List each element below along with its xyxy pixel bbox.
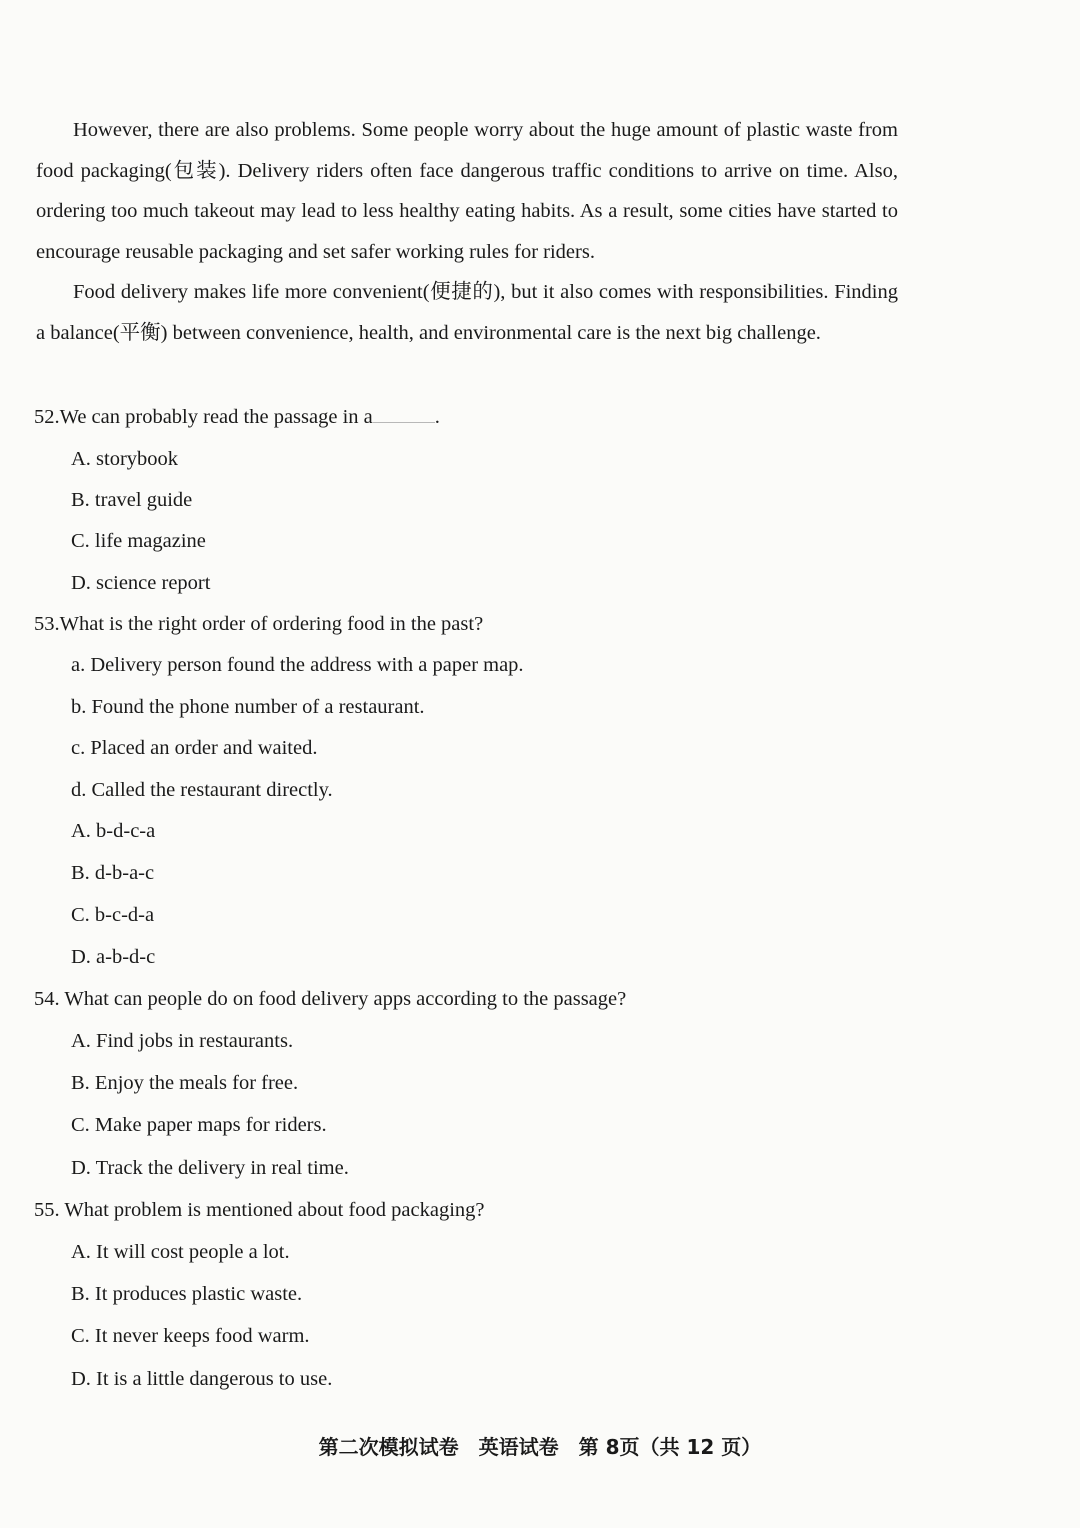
question-54-option-c: C. Make paper maps for riders.	[71, 1114, 327, 1136]
question-54-option-a: A. Find jobs in restaurants.	[71, 1030, 294, 1052]
passage-paragraph-1: However, there are also problems. Some people worry about the huge amount of plastic waste from food packaging(包装). Delivery riders often face dangerous traffic conditions to arrive on time. Also, ordering too much takeout may lead to less healthy eating habits. As a result, some cities have started to encourage reusable packaging and set safer working rules for riders.	[36, 119, 898, 263]
question-53-step-c: c. Placed an order and waited.	[71, 737, 318, 759]
question-55-option-d: D. It is a little dangerous to use.	[71, 1368, 333, 1390]
question-53-option-b: B. d-b-a-c	[71, 862, 155, 884]
question-52-option-d: D. science report	[71, 572, 211, 594]
question-55-stem: 55. What problem is mentioned about food packaging?	[34, 1199, 485, 1221]
question-55-option-b: B. It produces plastic waste.	[71, 1283, 303, 1305]
answer-blank	[373, 404, 435, 423]
question-53-option-c: C. b-c-d-a	[71, 904, 155, 926]
question-52-stem	[34, 404, 440, 430]
question-52-text-end: .	[434, 406, 440, 428]
question-53-option-d: D. a-b-d-c	[71, 946, 156, 968]
question-52-text: 52.We can probably read the passage in a	[34, 406, 373, 428]
question-53-stem: 53.What is the right order of ordering food in the past?	[34, 613, 484, 635]
footer-page-number: 第 8页（共 12 页）	[578, 1435, 762, 1459]
question-52-option-c: C. life magazine	[71, 530, 206, 552]
question-55-option-c: C. It never keeps food warm.	[71, 1325, 310, 1347]
question-52-option-a: A. storybook	[71, 448, 179, 470]
question-53-step-b: b. Found the phone number of a restaurant.	[71, 696, 425, 718]
question-53-option-a: A. b-d-c-a	[71, 820, 156, 842]
question-53-step-a: a. Delivery person found the address with a paper map.	[71, 654, 524, 676]
question-52-option-b: B. travel guide	[71, 489, 193, 511]
question-55-option-a: A. It will cost people a lot.	[71, 1241, 290, 1263]
question-53-step-d: d. Called the restaurant directly.	[71, 779, 333, 801]
footer-subject: 英语试卷	[478, 1435, 559, 1459]
footer-exam-title: 第二次模拟试卷	[318, 1435, 459, 1459]
question-54-option-d: D. Track the delivery in real time.	[71, 1157, 349, 1179]
page-footer	[0, 1433, 1080, 1461]
passage-paragraph-2: Food delivery makes life more convenient(便捷的), but it also comes with responsibilities. Finding a balance(平衡) between convenience, health, and environmental care is the next big challenge.	[36, 281, 898, 344]
question-54-option-b: B. Enjoy the meals for free.	[71, 1072, 299, 1094]
question-54-stem: 54. What can people do on food delivery apps according to the passage?	[34, 988, 627, 1010]
